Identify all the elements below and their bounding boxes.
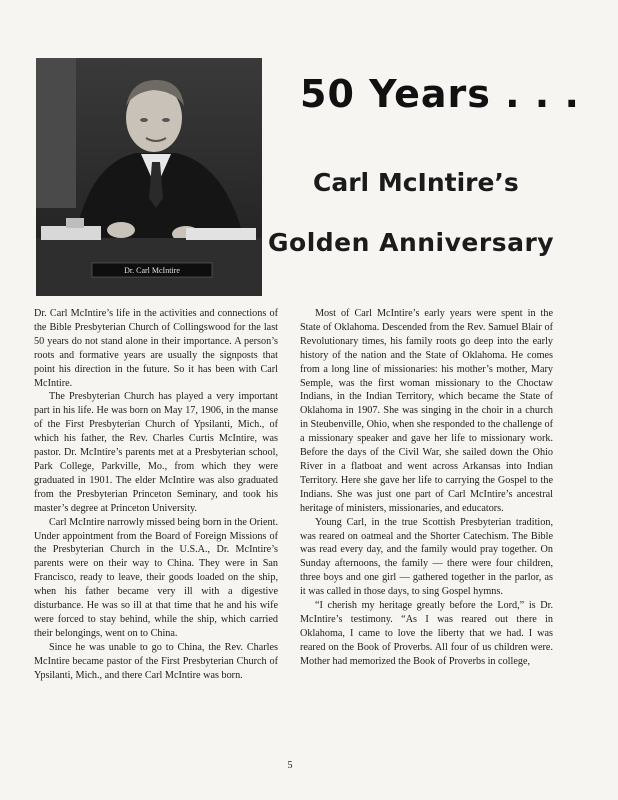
page-title: 50 Years . . . (300, 72, 580, 116)
right-column (300, 307, 553, 669)
subtitle-anniversary: Golden Anniversary (268, 228, 555, 257)
left-paragraph-1: Dr. Carl McIntire’s life in the activities and connections of the Bible Presbyterian Church of Collingswood for the last 50 years do not stand alone in their importance. A person’s roots and formative years are usually the signposts that point his direction in the future. So it has been with Carl McIntire. (34, 308, 278, 389)
right-paragraph-3: “I cherish my heritage greatly before the Lord,” is Dr. McIntire’s testimony. “As I was reared out there in Oklahoma, I came to love the liberty that we had. I was reared on the Book of Proverbs. All four of us children were. Mother had memorized the Book of Proverbs in college, (300, 600, 553, 667)
left-paragraph-4: Since he was unable to go to China, the Rev. Charles McIntire became pastor of the First Presbyterian Church of Ypsilanti, Mich., and there Carl McIntire was born. (34, 641, 278, 681)
left-paragraph-3: Carl McIntire narrowly missed being born in the Orient. Under appointment from the Board of Foreign Missions of the Presbyterian Church in the U.S.A., Dr. McIntire’s parents were on their way to China. They were in San Francisco, ready to leave, their goods loaded on the ship, when his father became very ill with a digestive disturbance. He was so ill at that time that he and his wife were forced to stay behind, while the ship, which carried their belongings, went on to China. (34, 516, 278, 639)
subtitle-name: Carl McIntire’s (313, 168, 519, 197)
page-number: 5 (287, 760, 293, 771)
left-column (34, 307, 278, 682)
right-paragraph-1: Most of Carl McIntire’s early years were spent in the State of Oklahoma. Descended from the Rev. Samuel Blair of Revolutionary times, his family roots go deep into the early history of the nation and the State of Oklahoma. He comes from a long line of missionaries: his mother’s mother, Mary Semple, was the first woman missionary to the Choctaw Indians, in the Indian Territory, which became the State of Oklahoma in 1907. She was singing in the choir in a church in Steubenville, Ohio, when she responded to the challenge of a missionary speaker and gave her life to missionary work. Before the days of the Civil War, she sailed down the Ohio River in a flatboat and went across Arkansas into Indian Territory. Here she gave her life to carrying the Gospel to the Indians. She was just one part of Carl McIntire’s ancestral heritage of ministers, missionaries, and educators. (300, 308, 553, 514)
portrait-photo (36, 58, 262, 296)
right-paragraph-2: Young Carl, in the true Scottish Presbyterian tradition, was reared on oatmeal and the Shorter Catechism. The Bible was read every day, and the family would pray together. On Sunday afternoons, the family — there were four children, three boys and one girl — gathered together in the parlor, as it was called in those days, to sing Gospel hymns. (300, 516, 553, 598)
nameplate-text: Dr. Carl McIntire (124, 266, 180, 275)
left-paragraph-2: The Presbyterian Church has played a very important part in his life. He was born on May 17, 1906, in the manse of the First Presbyterian Church of Ypsilanti, Mich., of which his father, the Rev. Charles Curtis McIntire, was pastor. Dr. McIntire’s parents met at a Presbyterian school, Park College, Parkville, Mo., from which they were graduated in 1901. The elder McIntire was also graduated from the Presbyterian Princeton Seminary, and took his master’s degree at Princeton University. (34, 391, 278, 514)
